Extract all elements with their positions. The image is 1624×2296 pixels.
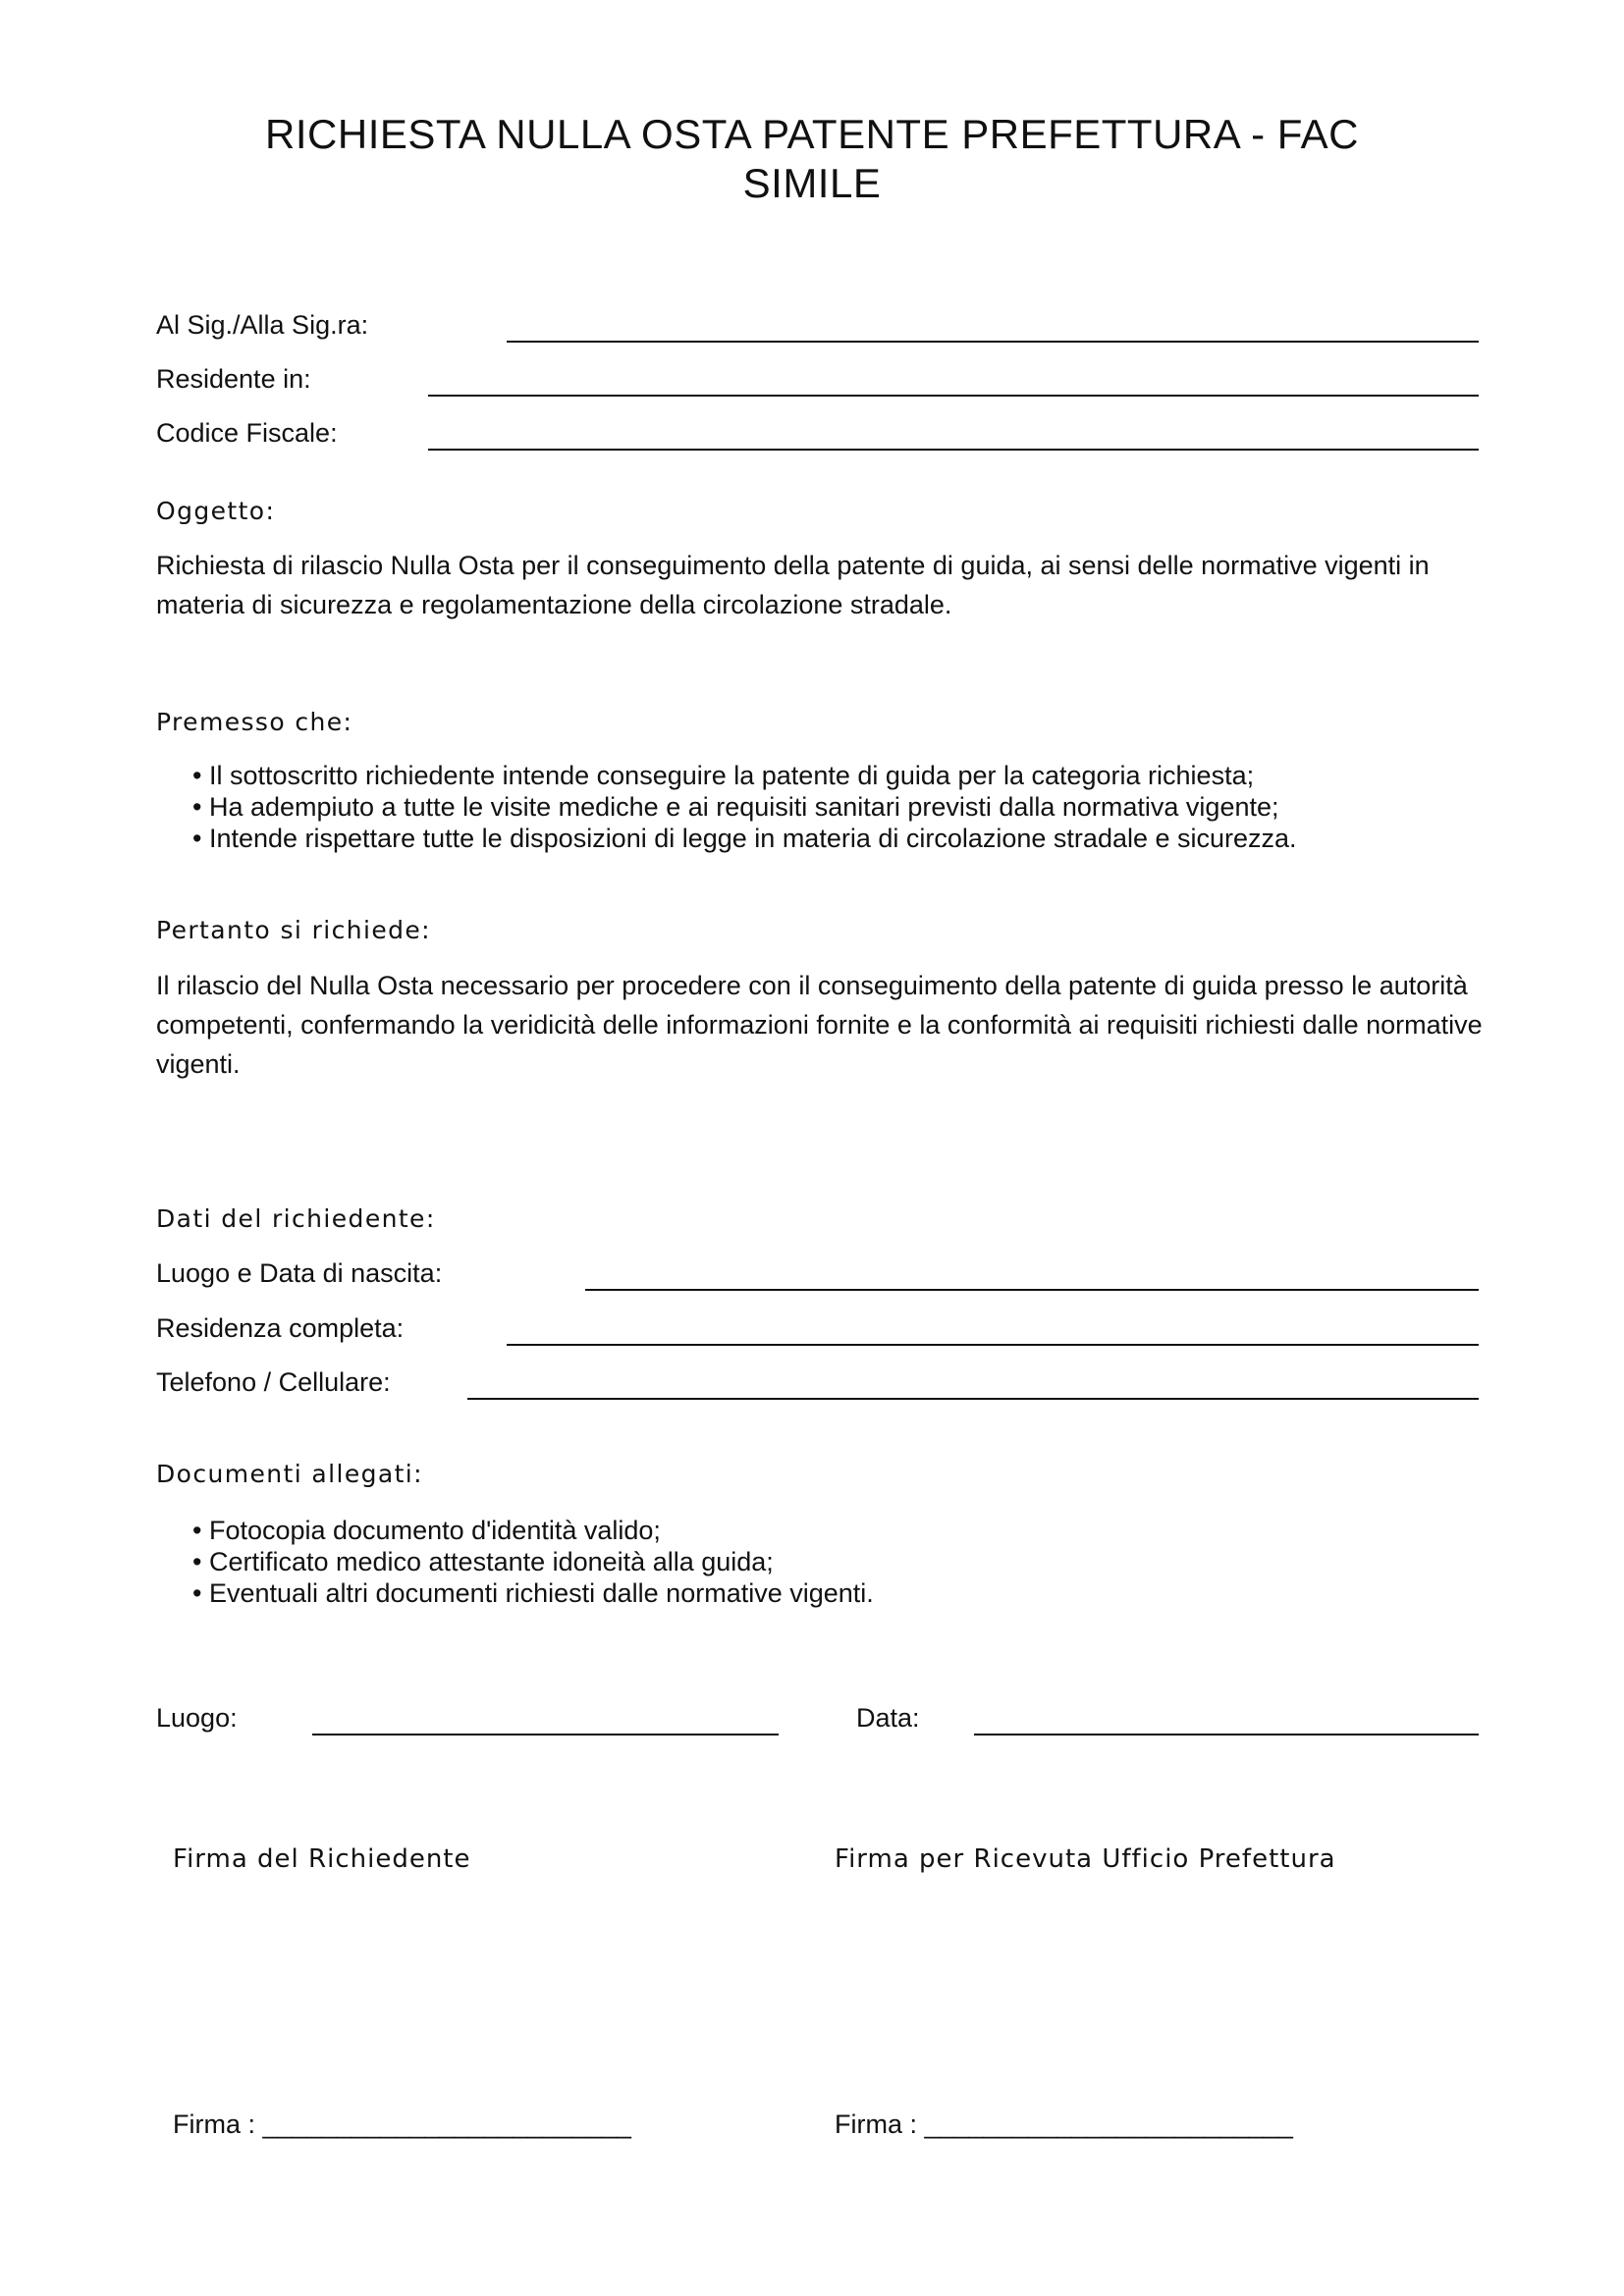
birth-label: Luogo e Data di nascita: [156,1258,443,1288]
address-label: Residenza completa: [156,1313,405,1343]
list-item: • Ha adempiuto a tutte le visite mediche e ai requisiti sanitari previsti dalla normativa vigente; [192,792,1279,822]
residence-label: Residente in: [156,364,311,394]
attachments-list [192,1515,874,1609]
birth-field[interactable] [585,1289,1479,1291]
date-field[interactable] [974,1734,1479,1735]
office-signature-line[interactable]: Firma : _________________________ [835,2109,1293,2139]
place-label: Luogo: [156,1703,238,1733]
list-item: • Intende rispettare tutte le disposizioni di legge in materia di circolazione stradale e sicurezza. [192,824,1297,853]
recipient-label: Al Sig./Alla Sig.ra: [156,310,369,340]
subject-text: Richiesta di rilascio Nulla Osta per il conseguimento della patente di guida, ai sensi delle normative vigenti in materia di sicurezza e regolamentazione della circolazione stradale. [156,551,1430,619]
place-field[interactable] [312,1734,779,1735]
date-label: Data: [856,1703,920,1733]
address-field[interactable] [507,1344,1479,1346]
list-item: • Il sottoscritto richiedente intende conseguire la patente di guida per la categoria richiesta; [192,761,1255,790]
request-text: Il rilascio del Nulla Osta necessario per procedere con il conseguimento della patente di guida presso le autorità competenti, confermando la veridicità delle informazioni fornite e la conformità ai requisiti richiesti dalle normative vigenti. [156,971,1483,1079]
phone-field[interactable] [467,1398,1479,1400]
phone-label: Telefono / Cellulare: [156,1367,391,1397]
applicant-heading: Dati del richiedente: [156,1204,436,1233]
document-title: RICHIESTA NULLA OSTA PATENTE PREFETTURA - FAC SIMILE [265,111,1359,206]
applicant-signature-line[interactable]: Firma : _________________________ [173,2109,631,2139]
office-signature-heading: Firma per Ricevuta Ufficio Prefettura [835,1844,1336,1874]
premise-heading: Premesso che: [156,708,353,736]
premise-list [192,760,1297,854]
recipient-field[interactable] [507,341,1479,343]
applicant-signature-heading: Firma del Richiedente [173,1844,471,1874]
subject-heading: Oggetto: [156,497,276,525]
tax-code-label: Codice Fiscale: [156,418,338,448]
residence-field[interactable] [428,395,1479,397]
attachments-heading: Documenti allegati: [156,1460,423,1488]
list-item: • Eventuali altri documenti richiesti dalle normative vigenti. [192,1578,874,1608]
request-heading: Pertanto si richiede: [156,916,431,944]
tax-code-field[interactable] [428,449,1479,451]
list-item: • Fotocopia documento d'identità valido; [192,1516,661,1545]
list-item: • Certificato medico attestante idoneità alla guida; [192,1547,774,1576]
